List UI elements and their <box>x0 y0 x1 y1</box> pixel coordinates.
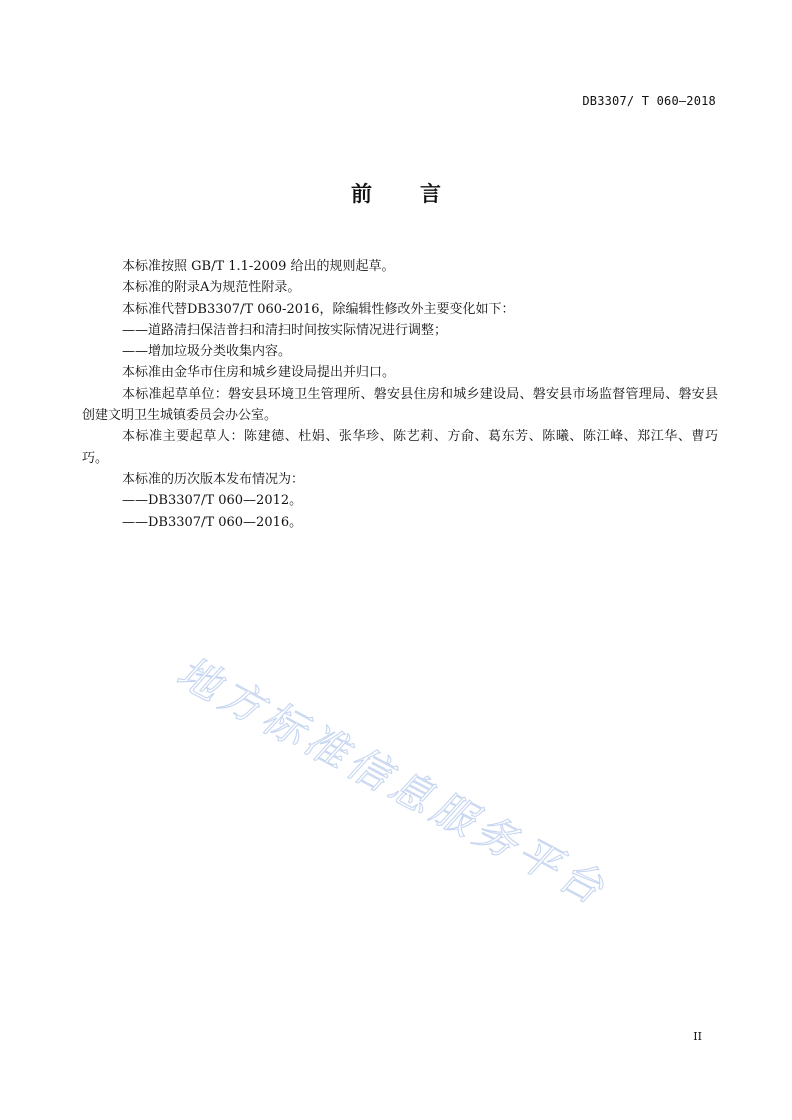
page-number: II <box>693 1030 702 1043</box>
page-title: 前言 <box>351 182 489 206</box>
paragraph-replaces: 本标准代替DB3307/T 060-2016，除编辑性修改外主要变化如下： <box>122 301 515 317</box>
history-item-2012: ——DB3307/T 060—2012。 <box>122 493 303 509</box>
history-item-2016: ——DB3307/T 060—2016。 <box>122 514 303 530</box>
paragraph-drafters: 本标准主要起草人：陈建德、杜娟、张华珍、陈艺莉、方俞、葛东芳、陈曦、陈江峰、郑江华、曹巧巧。 <box>82 429 718 466</box>
paragraph-history: 本标准的历次版本发布情况为： <box>122 471 305 487</box>
foreword-body <box>82 256 718 533</box>
paragraph-drafting-units: 本标准起草单位：磐安县环境卫生管理所、磐安县住房和城乡建设局、磐安县市场监督管理局、磐安县创建文明卫生城镇委员会办公室。 <box>82 386 718 424</box>
document-code-header: DB3307/ T 060—2018 <box>582 94 716 108</box>
change-item-cleaning: ——道路清扫保洁普扫和清扫时间按实际情况进行调整； <box>122 322 448 338</box>
paragraph-proposed-by: 本标准由金华市住房和城乡建设局提出并归口。 <box>122 365 396 381</box>
watermark: 地方标准信息服务平台 <box>169 647 617 916</box>
paragraph-drafting-rules: 本标准按照 GB/T 1.1-2009 给出的规则起草。 <box>122 259 395 274</box>
paragraph-appendix: 本标准的附录A为规范性附录。 <box>122 280 301 296</box>
change-item-sorting: ——增加垃圾分类收集内容。 <box>122 344 292 360</box>
